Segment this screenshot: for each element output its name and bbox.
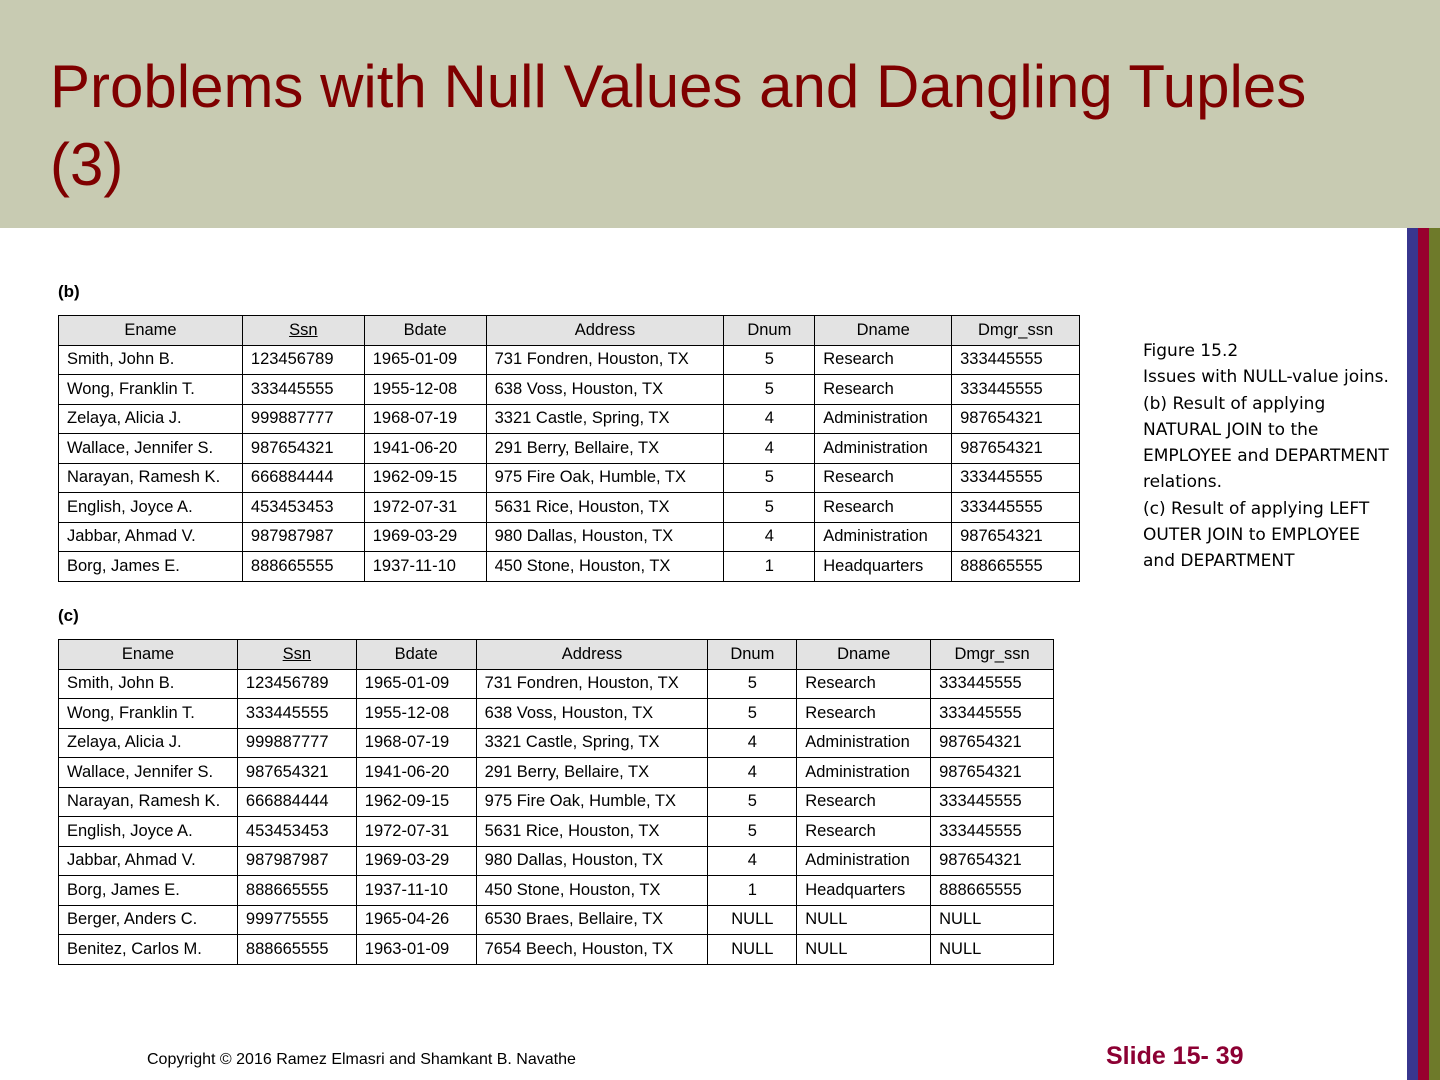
table-row xyxy=(59,876,1054,906)
table-cell: 1965-04-26 xyxy=(356,905,476,935)
table-cell: 5 xyxy=(724,345,815,375)
column-header-ssn: Ssn xyxy=(237,640,356,670)
table-row xyxy=(59,345,1080,375)
table-cell: 4 xyxy=(708,846,797,876)
table-cell: 123456789 xyxy=(242,345,364,375)
table-cell: Borg, James E. xyxy=(59,552,243,582)
table-cell: Research xyxy=(815,345,952,375)
column-header-bdate: Bdate xyxy=(364,316,486,346)
table-cell: 1941-06-20 xyxy=(356,758,476,788)
stripe-red xyxy=(1418,228,1429,1080)
table-cell: Narayan, Ramesh K. xyxy=(59,787,238,817)
table-cell: 3321 Castle, Spring, TX xyxy=(486,404,724,434)
table-cell: Research xyxy=(797,817,931,847)
table-cell: 453453453 xyxy=(237,817,356,847)
table-row xyxy=(59,905,1054,935)
table-cell: 450 Stone, Houston, TX xyxy=(486,552,724,582)
table-cell: Wong, Franklin T. xyxy=(59,375,243,405)
table-cell: 1969-03-29 xyxy=(356,846,476,876)
table-cell: Research xyxy=(797,787,931,817)
table-cell: 333445555 xyxy=(931,817,1054,847)
table-cell: Wallace, Jennifer S. xyxy=(59,434,243,464)
table-cell: 333445555 xyxy=(952,463,1080,493)
table-row xyxy=(59,935,1054,965)
table-cell: 5 xyxy=(708,669,797,699)
slide-header xyxy=(0,0,1440,228)
table-cell: NULL xyxy=(797,905,931,935)
table-cell: 5 xyxy=(724,463,815,493)
table-cell: 987654321 xyxy=(931,728,1054,758)
table-cell: 333445555 xyxy=(931,699,1054,729)
table-header-row xyxy=(59,316,1080,346)
table-cell: Berger, Anders C. xyxy=(59,905,238,935)
table-cell: 888665555 xyxy=(237,935,356,965)
table-cell: Narayan, Ramesh K. xyxy=(59,463,243,493)
table-cell: Zelaya, Alicia J. xyxy=(59,728,238,758)
table-cell: 1965-01-09 xyxy=(356,669,476,699)
table-cell: 999887777 xyxy=(242,404,364,434)
table-cell: 333445555 xyxy=(931,787,1054,817)
table-cell: Headquarters xyxy=(797,876,931,906)
table-b-label: (b) xyxy=(58,282,80,301)
table-cell: 731 Fondren, Houston, TX xyxy=(486,345,724,375)
table-cell: 453453453 xyxy=(242,493,364,523)
table-cell: 980 Dallas, Houston, TX xyxy=(476,846,708,876)
table-cell: 7654 Beech, Houston, TX xyxy=(476,935,708,965)
table-row xyxy=(59,817,1054,847)
table-row xyxy=(59,699,1054,729)
table-cell: Wallace, Jennifer S. xyxy=(59,758,238,788)
column-header-dmgr-ssn: Dmgr_ssn xyxy=(952,316,1080,346)
table-cell: Administration xyxy=(815,522,952,552)
table-cell: Administration xyxy=(797,758,931,788)
table-cell: Administration xyxy=(815,404,952,434)
table-cell: 1955-12-08 xyxy=(364,375,486,405)
table-cell: 1955-12-08 xyxy=(356,699,476,729)
table-row xyxy=(59,787,1054,817)
table-cell: 975 Fire Oak, Humble, TX xyxy=(486,463,724,493)
table-cell: 4 xyxy=(724,522,815,552)
table-cell: 4 xyxy=(708,758,797,788)
table-cell: 333445555 xyxy=(242,375,364,405)
table-cell: Administration xyxy=(797,728,931,758)
table-row xyxy=(59,846,1054,876)
slide-number: Slide 15- 39 xyxy=(1106,1042,1244,1070)
table-cell: Research xyxy=(797,669,931,699)
table-cell: NULL xyxy=(708,935,797,965)
table-cell: 1963-01-09 xyxy=(356,935,476,965)
table-cell: 638 Voss, Houston, TX xyxy=(476,699,708,729)
table-cell: 4 xyxy=(708,728,797,758)
table-header-row xyxy=(59,640,1054,670)
table-cell: 291 Berry, Bellaire, TX xyxy=(486,434,724,464)
table-cell: 638 Voss, Houston, TX xyxy=(486,375,724,405)
table-cell: 987654321 xyxy=(237,758,356,788)
slide-title: Problems with Null Values and Dangling Tuples (3) xyxy=(50,53,1307,198)
column-header-ssn: Ssn xyxy=(242,316,364,346)
table-cell: Wong, Franklin T. xyxy=(59,699,238,729)
table-cell: 450 Stone, Houston, TX xyxy=(476,876,708,906)
table-cell: NULL xyxy=(797,935,931,965)
table-cell: NULL xyxy=(931,905,1054,935)
table-cell: Jabbar, Ahmad V. xyxy=(59,846,238,876)
table-cell: 731 Fondren, Houston, TX xyxy=(476,669,708,699)
table-cell: Administration xyxy=(797,846,931,876)
table-cell: 1968-07-19 xyxy=(364,404,486,434)
table-cell: 888665555 xyxy=(242,552,364,582)
column-header-address: Address xyxy=(486,316,724,346)
table-cell: 1968-07-19 xyxy=(356,728,476,758)
table-cell: 123456789 xyxy=(237,669,356,699)
table-cell: 1941-06-20 xyxy=(364,434,486,464)
table-cell: Zelaya, Alicia J. xyxy=(59,404,243,434)
table-cell: 1962-09-15 xyxy=(356,787,476,817)
table-cell: 987654321 xyxy=(931,846,1054,876)
column-header-ename: Ename xyxy=(59,316,243,346)
table-row xyxy=(59,669,1054,699)
natural-join-table xyxy=(58,315,1080,582)
table-cell: 5631 Rice, Houston, TX xyxy=(476,817,708,847)
table-cell: 987654321 xyxy=(952,522,1080,552)
column-header-dname: Dname xyxy=(797,640,931,670)
table-row xyxy=(59,728,1054,758)
table-cell: Smith, John B. xyxy=(59,345,243,375)
copyright-notice: Copyright © 2016 Ramez Elmasri and Shamkant B. Navathe xyxy=(147,1051,576,1068)
table-row xyxy=(59,404,1080,434)
table-cell: English, Joyce A. xyxy=(59,817,238,847)
table-cell: Jabbar, Ahmad V. xyxy=(59,522,243,552)
caption-line: (b) Result of applying NATURAL JOIN to the EMPLOYEE and DEPARTMENT relations. xyxy=(1143,393,1389,493)
table-cell: 1962-09-15 xyxy=(364,463,486,493)
table-cell: 888665555 xyxy=(952,552,1080,582)
table-cell: 5 xyxy=(708,817,797,847)
table-cell: 3321 Castle, Spring, TX xyxy=(476,728,708,758)
table-cell: 987654321 xyxy=(952,404,1080,434)
caption-line: Issues with NULL-value joins. xyxy=(1143,367,1389,388)
stripe-blue xyxy=(1407,228,1418,1080)
table-cell: 666884444 xyxy=(237,787,356,817)
table-cell: Benitez, Carlos M. xyxy=(59,935,238,965)
table-row xyxy=(59,552,1080,582)
table-cell: 1937-11-10 xyxy=(364,552,486,582)
stripe-olive xyxy=(1429,228,1440,1080)
table-cell: 5 xyxy=(708,787,797,817)
table-cell: 987987987 xyxy=(242,522,364,552)
table-row xyxy=(59,493,1080,523)
table-c-label: (c) xyxy=(58,606,79,625)
table-cell: 291 Berry, Bellaire, TX xyxy=(476,758,708,788)
table-cell: 333445555 xyxy=(952,375,1080,405)
table-cell: 5 xyxy=(724,493,815,523)
table-cell: 333445555 xyxy=(237,699,356,729)
table-cell: English, Joyce A. xyxy=(59,493,243,523)
table-cell: 999775555 xyxy=(237,905,356,935)
table-cell: Research xyxy=(815,493,952,523)
table-cell: Borg, James E. xyxy=(59,876,238,906)
table-cell: 1937-11-10 xyxy=(356,876,476,906)
table-cell: Research xyxy=(815,375,952,405)
caption-line: (c) Result of applying LEFT OUTER JOIN to EMPLOYEE and DEPARTMENT xyxy=(1143,498,1370,572)
table-cell: 888665555 xyxy=(931,876,1054,906)
table-cell: Administration xyxy=(815,434,952,464)
table-cell: 1 xyxy=(724,552,815,582)
side-stripes xyxy=(1407,228,1440,1080)
table-cell: 666884444 xyxy=(242,463,364,493)
table-cell: 987654321 xyxy=(931,758,1054,788)
column-header-ename: Ename xyxy=(59,640,238,670)
table-cell: 888665555 xyxy=(237,876,356,906)
table-row xyxy=(59,434,1080,464)
table-cell: 1 xyxy=(708,876,797,906)
table-row xyxy=(59,463,1080,493)
table-cell: 6530 Braes, Bellaire, TX xyxy=(476,905,708,935)
table-cell: 1969-03-29 xyxy=(364,522,486,552)
table-cell: 333445555 xyxy=(952,345,1080,375)
table-cell: 987987987 xyxy=(237,846,356,876)
column-header-address: Address xyxy=(476,640,708,670)
column-header-dmgr-ssn: Dmgr_ssn xyxy=(931,640,1054,670)
table-cell: Research xyxy=(797,699,931,729)
column-header-bdate: Bdate xyxy=(356,640,476,670)
table-row xyxy=(59,375,1080,405)
table-cell: Research xyxy=(815,463,952,493)
table-cell: NULL xyxy=(708,905,797,935)
column-header-dnum: Dnum xyxy=(708,640,797,670)
column-header-dname: Dname xyxy=(815,316,952,346)
figure-caption xyxy=(1143,338,1393,575)
table-cell: 1972-07-31 xyxy=(364,493,486,523)
column-header-dnum: Dnum xyxy=(724,316,815,346)
table-cell: 333445555 xyxy=(931,669,1054,699)
table-cell: 987654321 xyxy=(952,434,1080,464)
table-cell: 999887777 xyxy=(237,728,356,758)
table-cell: 4 xyxy=(724,434,815,464)
left-outer-join-table xyxy=(58,639,1054,965)
table-cell: 980 Dallas, Houston, TX xyxy=(486,522,724,552)
figure-number: Figure 15.2 xyxy=(1143,341,1239,361)
table-row xyxy=(59,522,1080,552)
table-cell: 987654321 xyxy=(242,434,364,464)
table-cell: NULL xyxy=(931,935,1054,965)
table-cell: 5631 Rice, Houston, TX xyxy=(486,493,724,523)
table-cell: 4 xyxy=(724,404,815,434)
table-cell: Headquarters xyxy=(815,552,952,582)
table-cell: Smith, John B. xyxy=(59,669,238,699)
table-cell: 5 xyxy=(724,375,815,405)
table-cell: 1972-07-31 xyxy=(356,817,476,847)
table-row xyxy=(59,758,1054,788)
table-cell: 1965-01-09 xyxy=(364,345,486,375)
table-cell: 333445555 xyxy=(952,493,1080,523)
table-cell: 5 xyxy=(708,699,797,729)
table-cell: 975 Fire Oak, Humble, TX xyxy=(476,787,708,817)
